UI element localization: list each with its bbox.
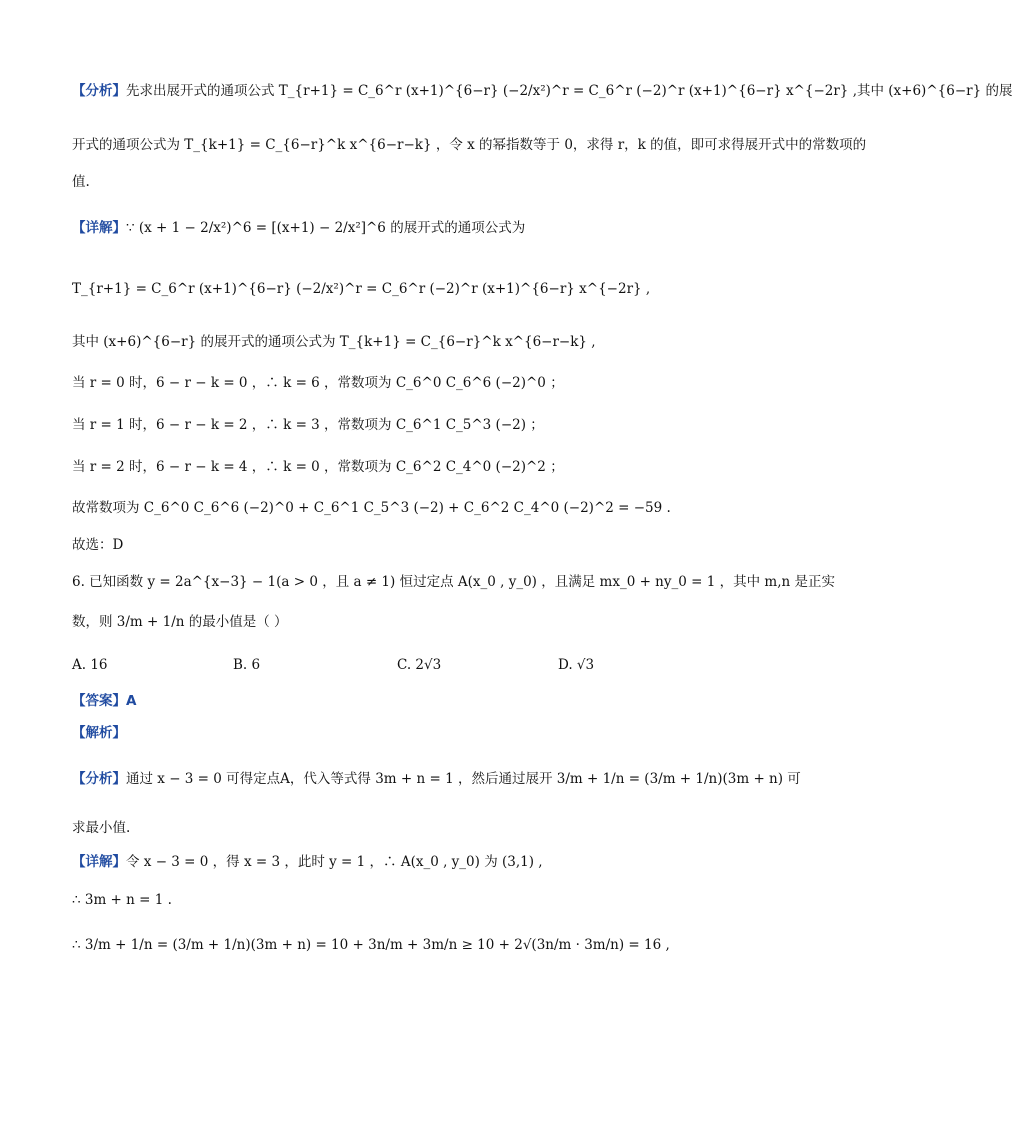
- q5-analysis-line-3: 值.: [72, 174, 90, 190]
- analysis-tag: 【分析】: [72, 771, 126, 787]
- q6-detail-text-1: 令 x − 3 = 0 ，得 x = 3 ，此时 y = 1 ，∴ A(x_0 , y_0) 为 (3,1) ,: [126, 854, 543, 870]
- q6-stem-line-2: 数，则 3/m + 1/n 的最小值是（ ）: [72, 614, 288, 630]
- q5-analysis-line-1: [72, 84, 1012, 99]
- q6-stem-line-1: 6. 已知函数 y = 2a^{x−3} − 1(a > 0 ，且 a ≠ 1) 恒过定点 A(x_0 , y_0) ，且满足 mx_0 + ny_0 = 1 ，其中 m,n 是正实: [72, 574, 835, 590]
- q6-detail-line-1: [72, 855, 543, 870]
- q6-option-c: C. 2√3: [397, 657, 442, 673]
- q6-option-b: B. 6: [233, 657, 261, 673]
- q6-detail-line-2: ∴ 3m + n = 1 .: [72, 892, 172, 908]
- analysis-tag: 【分析】: [72, 83, 126, 99]
- q6-detail-line-3: ∴ 3/m + 1/n = (3/m + 1/n)(3m + n) = 10 + 3n/m + 3m/n ≥ 10 + 2√(3n/m · 3m/n) = 16 ,: [72, 937, 670, 953]
- q5-analysis-line-2: 开式的通项公式为 T_{k+1} = C_{6−r}^k x^{6−r−k} ，令 x 的幂指数等于 0，求得 r，k 的值，即可求得展开式中的常数项的: [72, 137, 867, 153]
- q5-case-r2: 当 r = 2 时，6 − r − k = 4 ，∴ k = 0 ，常数项为 C_6^2 C_4^0 (−2)^2 ；: [72, 459, 564, 475]
- q6-analysis-line-1: [72, 772, 801, 787]
- q6-option-a: A. 16: [72, 657, 108, 673]
- detail-tag: 【详解】: [72, 220, 126, 236]
- q6-answer-tag: 【答案】A: [72, 693, 137, 709]
- q6-analysis-line-2: 求最小值.: [72, 820, 131, 836]
- q5-detail-line-1: [72, 221, 525, 236]
- q5-detail-line-2: T_{r+1} = C_6^r (x+1)^{6−r} (−2/x²)^r = C_6^r (−2)^r (x+1)^{6−r} x^{−2r} ,: [72, 281, 651, 297]
- q6-option-d: D. √3: [558, 657, 595, 673]
- q5-case-r1: 当 r = 1 时，6 − r − k = 2 ，∴ k = 3 ，常数项为 C_6^1 C_5^3 (−2) ；: [72, 417, 544, 433]
- detail-tag: 【详解】: [72, 854, 126, 870]
- q5-choice: 故选：D: [72, 537, 124, 553]
- q6-analysis-text-1: 通过 x − 3 = 0 可得定点A，代入等式得 3m + n = 1 ，然后通过展开 3/m + 1/n = (3/m + 1/n)(3m + n) 可: [126, 771, 801, 787]
- q5-conclusion: 故常数项为 C_6^0 C_6^6 (−2)^0 + C_6^1 C_5^3 (−2) + C_6^2 C_4^0 (−2)^2 = −59 .: [72, 500, 671, 516]
- q5-case-r0: 当 r = 0 时，6 − r − k = 0 ，∴ k = 6 ，常数项为 C_6^0 C_6^6 (−2)^0 ；: [72, 375, 564, 391]
- q5-analysis-text-1: 先求出展开式的通项公式 T_{r+1} = C_6^r (x+1)^{6−r} (−2/x²)^r = C_6^r (−2)^r (x+1)^{6−r} x^{−2r} ,其中 (x+6)^{6−r} 的展: [126, 83, 1012, 99]
- q5-detail-text-1: ∵ (x + 1 − 2/x²)^6 = [(x+1) − 2/x²]^6 的展开式的通项公式为: [126, 220, 526, 236]
- q5-detail-line-3: 其中 (x+6)^{6−r} 的展开式的通项公式为 T_{k+1} = C_{6−r}^k x^{6−r−k} ,: [72, 334, 596, 350]
- q6-jiexi-tag: 【解析】: [72, 725, 126, 741]
